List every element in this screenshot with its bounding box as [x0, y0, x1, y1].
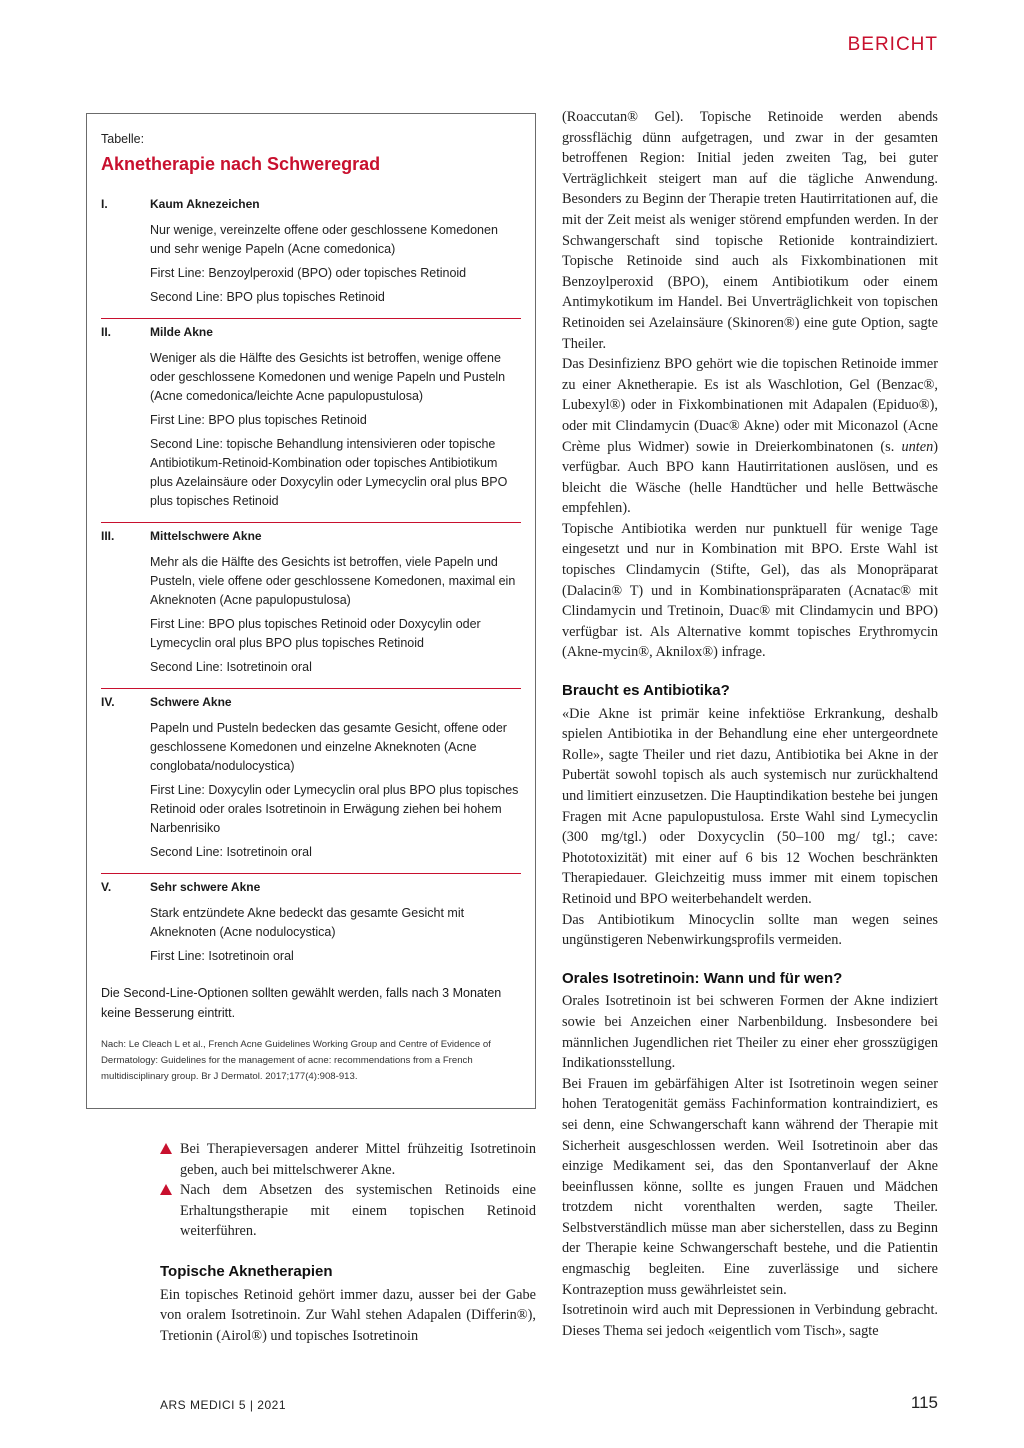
body-paragraph: Orales Isotretinoin ist bei schweren Formen der Akne indiziert sowie bei Anzeichen einer Narbenbildung. Insbesondere bei männlichen Jugendlichen riet Theiler zu einer eher grosszügigen Indikationsstellung. [562, 993, 938, 1072]
grade-name: Kaum Aknezeichen [150, 197, 260, 211]
body-paragraph: Isotretinoin wird auch mit Depressionen in Verbindung gebracht. Dieses Thema sei jedoch «eigentlich vom Tisch», sagte [562, 1302, 938, 1339]
body-paragraph: (Roaccutan® Gel). Topische Retinoide werden abends grossflächig dünn aufgetragen, und zwar in der gesamten betroffenen Region: Initial jeden zweiten Tag, bei guter Verträglichkeit steigert man auf die tägliche Anwendung. Besonders zu Beginn der Therapie treten Hautirritationen auf, die mit der Zeit meist als weniger störend empfunden werden. In der Schwangerschaft sind topische Retionide kontraindiziert. Topische Retinoide sind auch als Fixkombinationen mit Benzoylperoxid (BPO), einem Antibiotikum oder einem Antimykotikum im Handel. Bei Unverträglichkeit von topischen Retinoiden sei Azelainsäure (Skinoren®) eine gute Option, sagte Theiler. [562, 109, 938, 352]
journal-footer: ARS MEDICI 5 | 2021 [160, 1398, 286, 1412]
section-heading: Braucht es Antibiotika? [562, 682, 730, 700]
grade-first-line: First Line: BPO plus topisches Retinoid oder Doxycylin oder Lymecyclin oral plus BPO plus topisches Retinoid [150, 617, 481, 650]
table-title: Aknetherapie nach Schweregrad [101, 154, 381, 174]
section-heading: Orales Isotretinoin: Wann und für wen? [562, 969, 843, 987]
body-paragraph: Das Desinfizienz BPO gehört wie die topischen Retinoide immer zu einer Aknetherapie. Es ist als Waschlotion, Gel (Benzac®, Lubexyl®) oder in Fixkombinationen mit Adapalen (Epiduo®), oder mit Clindamycin (Duac® Akne) oder mit Miconazol (Acne Crème plus Widmer) sowie in Dreierkombinatonen (s. unten) verfügbar. Auch BPO kann Hautirritationen auslösen, und es bleicht die Wäsche (helle Handtücher und helle Bettwäsche empfehlen). [562, 356, 938, 517]
table-note: Die Second-Line-Optionen sollten gewählt werden, falls nach 3 Monaten keine Besserung eintritt. [101, 986, 502, 1020]
grade-description: Weniger als die Hälfte des Gesichts ist betroffen, wenige offene oder geschlossene Komedonen und wenige Papeln und Pusteln (Acne comedonica/leichte Acne papulopustulosa) [150, 351, 506, 403]
grade-second-line: Second Line: BPO plus topisches Retinoid [150, 290, 385, 304]
grade-name: Mittelschwere Akne [150, 529, 262, 543]
body-paragraph: Ein topisches Retinoid gehört immer dazu, ausser bei der Gabe von oralem Isotretinoin. Zur Wahl stehen Adapalen (Differin®), Tretionin (Airol®) und topisches Isotretinoin [160, 1286, 536, 1344]
grade-number: V. [101, 880, 112, 894]
grade-second-line: Second Line: Isotretinoin oral [150, 660, 312, 674]
grade-first-line: First Line: Benzoylperoxid (BPO) oder topisches Retinoid [150, 266, 467, 280]
body-paragraph: Bei Frauen im gebärfähigen Alter ist Isotretinoin wegen seiner hohen Teratogenität gemäss Fachinformation kontraindiziert, es sei denn, eine Schwangerschaft kann während der Therapie mit Sicherheit ausgeschlossen werden. Weil Isotretinoin aber das einzige Medikament sei, das den Spontanverlauf der Akne beeinflussen könne, sollte es jungen Frauen und Mädchen trotzdem nicht vorenthalten werden, sagte Theiler. Selbstverständlich müsse man aber sicherstellen, dass zu Beginn der Therapie keine Schwangerschaft bestehe, und die Patientin engmaschig begleiten. Eine zuverlässige und sichere Kontrazeption muss gewährleistet sein. [562, 1075, 938, 1298]
severity-table [86, 113, 536, 1109]
grade-number: I. [101, 197, 108, 211]
triangle-bullet-icon [160, 1184, 172, 1195]
grade-row [101, 325, 521, 523]
body-paragraph: «Die Akne ist primär keine infektiöse Erkrankung, deshalb spielen Antibiotika in der Behandlung eine eher untergeordnete Rolle», sagte Theiler und riet dazu, Antibiotika bei Akne in der Pubertät sowohl topisch als auch systemisch nur zurückhaltend und limitiert einzusetzen. Die Hauptindikation bestehe bei jungen Fragen mit Acne papulopustulosa. Erste Wahl sind Lymecyclin (300 mg/tgl.) oder Doxycyclin (50–100 mg/ tgl.; cave: Phototoxizität) mit einer auf 6 bis 12 Wochen beschränkten Therapiedauer. Gleichzeitig muss immer mit einem topischen Retinoid und BPO weiterbehandelt werden. [562, 705, 938, 907]
grade-row [101, 197, 521, 319]
grade-number: III. [101, 529, 115, 543]
grade-row [101, 880, 521, 977]
grade-row [101, 695, 521, 874]
triangle-bullet-icon [160, 1143, 172, 1154]
right-column [562, 107, 938, 1341]
body-paragraph: Das Antibiotikum Minocyclin sollte man wegen seines ungünstigeren Nebenwirkungsprofils vermeiden. [562, 911, 938, 949]
grade-first-line: First Line: Isotretinoin oral [150, 949, 294, 963]
grade-description: Nur wenige, vereinzelte offene oder geschlossene Komedonen und sehr wenige Papeln (Acne comedonica) [150, 223, 498, 256]
grade-description: Stark entzündete Akne bedeckt das gesamte Gesicht mit Akneknoten (Acne nodulocystica) [150, 906, 465, 939]
key-point: Bei Therapieversagen anderer Mittel frühzeitig Isotretinoin geben, auch bei mittelschwerer Akne. [160, 1139, 536, 1180]
grade-name: Sehr schwere Akne [150, 880, 261, 894]
grade-number: II. [101, 325, 112, 339]
grade-description: Mehr als die Hälfte des Gesichts ist betroffen, viele Papeln und Pusteln, viele offene oder geschlossene Komedonen, maximal ein Akneknoten (Acne papulopustulosa) [150, 555, 516, 607]
section-heading: Topische Aknetherapien [160, 1262, 333, 1280]
grade-first-line: First Line: Doxycylin oder Lymecyclin oral plus BPO plus topisches Retinoid oder orales Isotretinoin in Erwägung ziehen bei hohem Narbenrisiko [150, 783, 519, 835]
grade-first-line: First Line: BPO plus topisches Retinoid [150, 413, 367, 427]
table-label: Tabelle: [101, 132, 145, 146]
grade-second-line: Second Line: Isotretinoin oral [150, 845, 312, 859]
grade-row [101, 529, 521, 689]
grade-name: Milde Akne [150, 325, 213, 339]
grade-name: Schwere Akne [150, 695, 232, 709]
section-label: BERICHT [847, 34, 938, 55]
body-paragraph: Topische Antibiotika werden nur punktuell für wenige Tage eingesetzt und nur in Kombination mit BPO. Erste Wahl ist topisches Clindamycin (Stifte, Gel), das als Monopräparat (Dalacin® T) und in Kombinationspräparaten (Acnatac® mit Clindamycin und Tretinoin, Duac® mit Clindamycin und BPO) verfügbar ist. Als Alternative kommt topisches Erythromycin (Akne-mycin®, Aknilox®) infrage. [562, 520, 938, 661]
page-number: 115 [910, 1393, 938, 1412]
grade-second-line: Second Line: topische Behandlung intensivieren oder topische Antibiotikum-Retinoid-Kombination oder topisches Antibiotikum plus Azelainsäure oder Doxycylin oder Lymecyclin oral plus BPO plus topisches Retinoid [150, 437, 508, 508]
left-column [160, 1139, 536, 1346]
grade-description: Papeln und Pusteln bedecken das gesamte Gesicht, offene oder geschlossene Komedonen und einzelne Akneknoten (Acne conglobata/nodulocystica) [150, 721, 507, 773]
table-source: Nach: Le Cleach L et al., French Acne Guidelines Working Group and Centre of Evidence of Dermatology: Guidelines for the management of acne: recommendations from a French multidisciplinary group. Br J Dermatol. 2017;177(4):908-913. [101, 1039, 491, 1082]
grade-number: IV. [101, 695, 115, 709]
key-point: Nach dem Absetzen des systemischen Retinoids eine Erhaltungstherapie mit einem topischen Retinoid weiterführen. [160, 1180, 536, 1242]
